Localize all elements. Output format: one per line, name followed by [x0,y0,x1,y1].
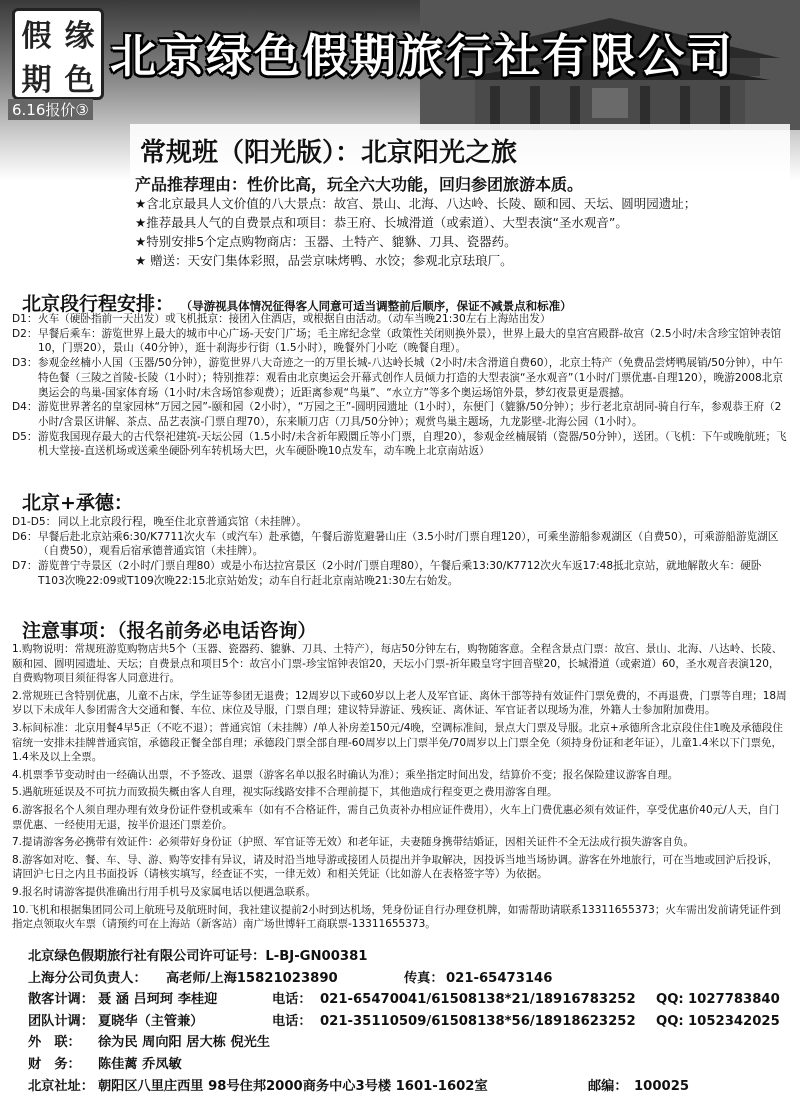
license-row [28,946,788,968]
day-label: D2： [12,327,38,340]
day-row [12,430,788,459]
qq-number: 1027783840 [688,992,780,1008]
day-label: D6： [12,530,38,543]
day-label: D7： [12,560,38,573]
note-item: 2.常规班已含特别优惠，儿童不占床，学生证等参团无退费；12周岁以下或60岁以上老人及军官证、离休干部等持有效证件门票免费的，不再退费，门票等自理；18周岁以下未成年人参团需含大交通和餐、车位、床位及导服，门票自理；建议特异游证、残疾证、离休证、军官证者以现场为准，外籍人士参加附加费用。 [12,689,787,717]
contact-name: 聂 涵 吕珂珂 李桂迎 [98,992,218,1008]
note-item: 9.报名时请游客提供准确出行用手机号及家属电话以便遇急联系。 [12,885,317,898]
recommend-item: ★含北京最具人文价值的八大景点：故宫、景山、北海、八达岭、长陵、颐和园、天坛、圆明园遗址； [135,196,697,211]
day-text: 同以上北京段行程，晚至住北京普通宾馆（未挂牌）。 [58,516,307,528]
license-number: 北京绿色假期旅行社有限公司许可证号：L-BJ-GN00381 [28,949,368,964]
day-label: D5： [12,430,38,443]
day-label: D1-D5： [12,516,57,528]
fax-number: 021-65473146 [446,970,553,986]
fax-label: 传真： [404,970,444,986]
contact-label: 外 联： [28,1035,81,1051]
day-label: D4： [12,401,38,414]
recommend-item: ★推荐最具人气的自费景点和项目：恭王府、长城滑道（或索道）、大型表演“圣水观音”。 [135,215,628,230]
day-text: 游览我国现存最大的古代祭祀建筑-天坛公园（1.5小时/未含祈年殿圜丘等小门票，自理20），参观金丝楠展销（瓷器/50分钟），送团。（飞机：下午或晚航班；飞机大堂接-直送机场或送乘坐硬卧列车转机场大巴，火车硬卧晚10点发车，动车晚上北京南站返） [38,430,787,458]
day-label: D3： [12,357,38,370]
tel-label: 电话： [272,992,312,1008]
contact-name: 陈佳蓠 乔凤敏 [98,1056,182,1072]
note-item: 6.游客报名个人须自理办理有效身份证件登机或乘车（如有不合格证件，需自己负责补办相应证件费用），火车上门费优惠必须有效证件，享受优惠价40元/人天，自门票优惠、一经使用无退，按半价退还门票差价。 [12,803,780,831]
group-planner-row [28,1011,788,1033]
qq-number: 1052342025 [688,1013,780,1029]
itinerary-list [12,312,788,459]
note-item: 5.遇航班延误及不可抗力而致损失概由客人自理，视实际线路安排不合理前提下，其他造成行程变更之费用游客自理。 [12,786,558,799]
itinerary-note: （导游视具体情况征得客人同意可适当调整前后顺序，保证不减景点和标准） [180,299,572,313]
logo-char: 缘 [64,19,95,54]
tel-number: 021-65470041/61508138*21/18916783252 [320,992,636,1008]
logo-char: 假 [21,19,52,54]
contact-block [28,946,788,1097]
qq-label: QQ: [656,1013,684,1029]
itinerary-title: 北京段行程安排： [22,293,175,315]
day-row [12,400,788,429]
contact-name: 徐为民 周向阳 居大栋 倪光生 [98,1035,271,1051]
chengde-heading: 北京+承德： [22,492,133,514]
contact-label: 散客计调： [28,992,94,1008]
logo-char: 色 [64,63,95,98]
recommendation-block [135,175,785,270]
tour-title: 常规班（阳光版）：北京阳光之旅 [140,138,518,168]
logo-char: 期 [21,63,52,98]
contact-label: 上海分公司负责人： [28,970,147,986]
note-item: 3.标间标准：北京用餐4早5正（不吃不退）；普通宾馆（未挂牌）/单人补房差150元/4晚，空调标准间，景点大门票及导服。北京+承德所含北京段住住1晚及承德段住宿统一安排未挂牌普通宾馆，承德段正餐全部自理；承德段门票全部自理-60周岁以上门票半免/70周岁以上门票全免（须持身份证和老年证），儿童1.4米以下门票免，1.4米及以上全票。 [12,721,783,764]
individual-planner-row [28,989,788,1011]
contact-label: 财 务： [28,1056,81,1072]
contact-name: 夏晓华（主管兼） [98,1013,204,1029]
day-text: 游览普宁寺景区（2小时/门票自理80）或是小布达拉宫景区（2小时/门票自理80），午餐后乘13:30/K7712次火车返17:48抵北京站，就地解散火车：硬卧T103次晚22:09或T109次晚22:15北京站始发；动车自行赶北京南站晚21:30左右始发。 [38,560,762,587]
day-text: 参观金丝楠小人国（玉器/50分钟），游览世界八大奇迹之一的万里长城-八达岭长城（2小时/未含滑道自费60），北京土特产（免费品尝烤鸭展销/50分钟），中午特色餐（三陵之首陵-长陵（1小时）；特别推荐：观看由北京奥运会开幕式创作人员倾力打造的大型表演“圣水观音”（1小时/门票优惠-自理120），晚游2008北京奥运会的鸟巢-国家体育场（1小时/未含场馆参观费）；近距离参观“鸟巢”、“水立方”等多个奥运场馆外景，梦幻夜景更是震撼。 [38,357,783,399]
recommend-item: ★特别安排5个定点购物商店：玉器、土特产、貔貅、刀具、瓷器药。 [135,234,517,249]
day-row [12,515,788,530]
note-item: 10.飞机和根据集团同公司上航班号及航班时间，我社建议提前2小时到达机场，凭身份证自行办理登机牌，如需帮助请联系13311655373；火车需出发前请凭证件到指定点领取火车票（请预约可在上海站（新客站）南广场世博轩工商联票-13311655373。 [12,903,781,931]
day-row [12,327,788,356]
contact-name: 高老师/上海15821023890 [166,970,338,986]
notes-list [12,642,788,935]
finance-row [28,1054,788,1076]
zip-code: 100025 [634,1078,690,1094]
qq-label: QQ: [656,992,684,1008]
day-row [12,356,788,400]
address-label: 北京社址： [28,1078,94,1094]
note-item: 4.机票季节变动时由一经确认出票，不予签改、退票（游客名单以报名时确认为准）；乘坐指定时间出发，结算价不变；报名保险建议游客自理。 [12,768,679,781]
day-label: D1： [12,313,38,325]
liaison-row [28,1032,788,1054]
company-logo [12,8,104,100]
day-text: 早餐后乘车：游览世界上最大的城市中心广场-天安门广场；毛主席纪念堂（政策性关闭则换外景），世界上最大的皇宫宫殿群-故宫（2.5小时/未含珍宝馆钟表馆10，门票20），景山（40分钟），逛十刹海步行街（1.5小时），晚餐外门小吃（晚餐自理）。 [38,327,782,355]
date-tag: 6.16报价③ [8,99,93,120]
company-name: 北京绿色假期旅行社有限公司 [110,29,734,83]
day-text: 游览世界著名的皇家园林“万园之园”-颐和园（2小时），“万园之王”-圆明园遗址（1小时），东便门（貔貅/50分钟）；步行老北京胡同-骑自行车，参观恭王府（2小时/含景区讲解、茶点、品艺表演-门票自理70），东来顺刀店（刀具/50分钟）；观赏鸟巢主题场，九龙影壁-北海公园（1小时）。 [38,401,782,428]
address-row [28,1076,788,1098]
day-row [12,559,788,588]
recommend-lead: 产品推荐理由：性价比高，玩全六大功能，回归参团旅游本质。 [135,175,584,194]
tel-label: 电话： [272,1013,312,1029]
day-row [12,312,788,327]
note-item: 1.购物说明：常规班游览购物店共5个（玉器、瓷器药、貔貅、刀具、土特产），每店50分钟左右，购物随客意。全程含景点门票：故宫、景山、北海、八达岭、长陵、颐和园、圆明园遗址、天坛；自费景点和项目5个：故宫小门票-珍宝馆钟表馆20，天坛小门票-祈年殿皇穹宇回音壁20，长城滑道（或索道）60，圣水观音表演120，自费购物项目须征得客人同意进行。 [12,643,783,685]
tel-number: 021-35110509/61508138*56/18918623252 [320,1013,636,1029]
recommend-item: ★ 赠送：天安门集体彩照，品尝京味烤鸭、水饺；参观北京珐琅厂。 [135,253,513,268]
notes-heading: 注意事项：（报名前务必电话咨询） [22,620,317,642]
zip-label: 邮编： [588,1078,628,1094]
note-item: 7.提请游客务必携带有效证件：必须带好身份证（护照、军官证等无效）和老年证，夫妻随身携带结婚证，因相关证件不全无法成行损失游客自负。 [12,836,695,849]
branch-manager-row [28,968,788,990]
note-item: 8.游客如对吃、餐、车、导、游、购等安排有异议，请及时沿当地导游或接团人员提出并争取解决，因投诉当地当场协调。游客在外地旅行，可在当地或回沪后投诉，请回沪七日之内且书面投诉（请核实填写，经查证不实，一律无效）和相关凭证（比如游人在表格签字等）为依据。 [12,853,779,881]
day-row [12,530,788,559]
chengde-list [12,515,788,589]
day-text: 火车（硬卧指前一天出发）或飞机抵京：接团入住酒店，或根据自由活动。（动车当晚21:30左右上海站出发） [38,313,551,325]
address-text: 朝阳区八里庄西里 98号住邦2000商务中心3号楼 1601-1602室 [98,1078,488,1094]
contact-label: 团队计调： [28,1013,94,1029]
day-text: 早餐后赴北京站乘6:30/K7711次火车（或汽车）赴承德，午餐后游览避暑山庄（3.5小时/门票自理120），可乘坐游船参观湖区（自费50），可乘游船游览湖区（自费50），观看后宿承德普通宾馆（未挂牌）。 [38,530,779,558]
